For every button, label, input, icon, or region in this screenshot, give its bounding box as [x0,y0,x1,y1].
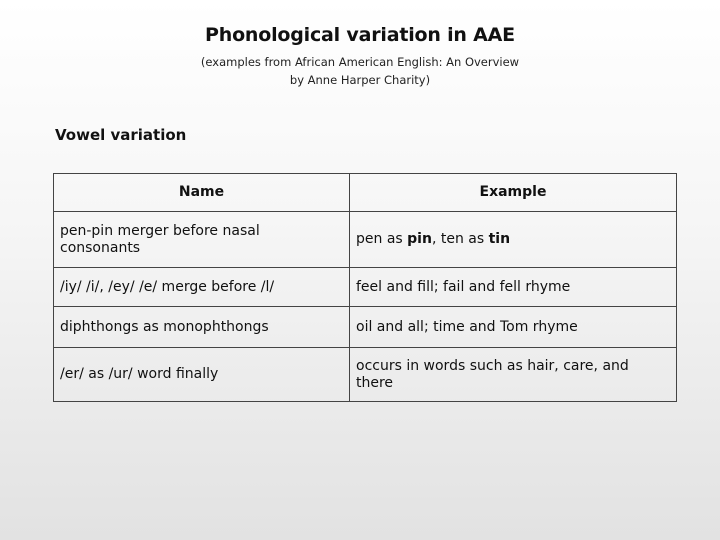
example-bold-text: tin [488,231,511,247]
example-bold-text: pin [407,231,432,247]
table-header-row [54,174,677,212]
table-cell-name: /iy/ /i/, /ey/ /e/ merge before /l/ [54,268,350,307]
table-cell-example [350,212,677,268]
slide-title: Phonological variation in AAE [205,24,515,46]
table-row [54,348,677,402]
column-header-example: Example [350,174,677,212]
table-cell-name: diphthongs as monophthongs [54,307,350,348]
table-cell-example: occurs in words such as hair, care, and there [350,348,677,402]
table-cell-name: /er/ as /ur/ word finally [54,348,350,402]
table-cell-name: pen-pin merger before nasal consonants [54,212,350,268]
subtitle-line-2: by Anne Harper Charity) [289,73,431,87]
subtitle-line-1: (examples from African American English: An Overview [200,55,520,69]
example-text: pen as [356,231,408,247]
section-heading: Vowel variation [55,126,187,144]
table-row [54,307,677,348]
table-cell-example: feel and fill; fail and fell rhyme [350,268,677,307]
table-row [54,268,677,307]
table-row [54,212,677,268]
column-header-name: Name [54,174,350,212]
table-cell-example: oil and all; time and Tom rhyme [350,307,677,348]
vowel-variation-table [53,173,677,402]
example-text: , ten as [431,231,489,247]
